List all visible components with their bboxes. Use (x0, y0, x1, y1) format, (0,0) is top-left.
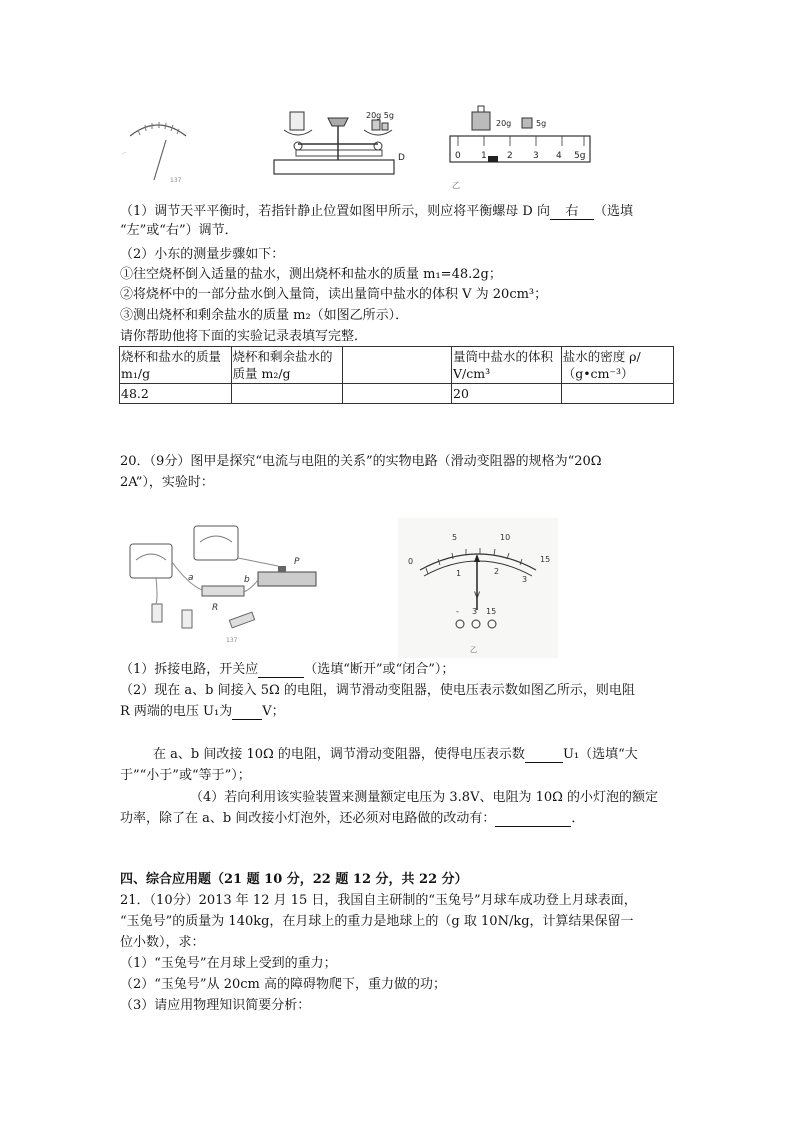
svg-text:15: 15 (540, 555, 551, 564)
q20-part3-line2: 于”“小于”或“等于”）； (120, 768, 251, 783)
svg-text:1: 1 (481, 151, 487, 161)
svg-text:-: - (456, 607, 459, 616)
svg-text:a: a (188, 573, 194, 583)
table-row (120, 384, 674, 404)
svg-text:D: D (398, 153, 405, 163)
table-header-cell: 量筒中盐水的体积 V/cm³ (452, 347, 562, 384)
svg-text:2: 2 (494, 567, 500, 576)
q21-part3: （3）请应用物理知识简要分析： (120, 998, 311, 1013)
q21-line2: “玉兔号”的质量为 140kg，在月球上的重力是地球上的（g 取 10N/kg，计算结果保留一 (120, 914, 634, 929)
q20-part3-line1: 在 a、b 间改接 10Ω 的电阻，调节滑动变阻器，使得电压表示数 U₁（选填“大 (153, 747, 638, 762)
svg-text:20g 5g: 20g 5g (366, 111, 394, 120)
table-cell (231, 384, 343, 404)
svg-text:乙: 乙 (470, 646, 477, 654)
table-header-row (120, 347, 674, 384)
q20-part4-line2: 功率，除了在 a、b 间改接小灯泡外，还必须对电路做的改动有： ． (120, 811, 585, 826)
q19-answer-blank: 右 (550, 204, 594, 220)
svg-text:0: 0 (408, 557, 414, 566)
rider-ruler-figure (448, 100, 598, 192)
svg-text:乙: 乙 (452, 181, 460, 190)
svg-text:4: 4 (556, 151, 562, 161)
q19-part2-heading: （2）小东的测量步骤如下： (120, 247, 285, 262)
svg-text:0: 0 (455, 151, 461, 161)
q20-part2-line2: R 两端的电压 U₁为 V； (120, 704, 285, 719)
svg-text:3: 3 (522, 575, 528, 584)
q20-part1: （1）拆接电路，开关应 （选填“断开”或“闭合”）； (120, 662, 455, 677)
svg-text:15: 15 (486, 607, 497, 616)
q19-part1-line1: （1）调节天平平衡时，若指针静止位置如图甲所示，则应将平衡螺母 D 向 右 （选填 (120, 204, 633, 219)
svg-text:b: b (244, 575, 250, 585)
table-header-cell (343, 347, 452, 384)
table-cell: 20 (452, 384, 562, 404)
q19-part1-line2: “左”或“右”）调节． (120, 223, 238, 238)
q20-part4-line1: （4）若向利用该实验装置来测量额定电压为 3.8V、电阻为 10Ω 的小灯泡的额定 (190, 790, 659, 805)
q20-blank-4 (495, 811, 571, 827)
q20-part2-line1: （2）现在 a、b 间接入 5Ω 的电阻，调节滑动变阻器，使电压表示数如图乙所示，则电阻 (120, 683, 635, 698)
svg-text:1: 1 (456, 569, 462, 578)
svg-text:R: R (212, 603, 219, 613)
q19-instruction: 请你帮助他将下面的实验记录表填写完整． (120, 329, 368, 344)
scale-pointer-figure (118, 112, 198, 188)
q20-intro-line2: 2A”），实验时： (120, 475, 214, 490)
q19-step1: ①往空烧杯倒入适量的盐水，测出烧杯和盐水的质量 m₁=48.2g； (120, 267, 502, 282)
svg-text:V: V (474, 591, 481, 601)
q19-step2: ②将烧杯中的一部分盐水倒入量筒，读出量筒中盐水的体积 V 为 20cm³； (120, 287, 548, 302)
svg-text:3: 3 (472, 607, 478, 616)
q20-intro-line1: 20．（9分）图甲是探究“电流与电阻的关系”的实物电路（滑动变阻器的规格为“20Ω (120, 454, 602, 469)
q21-part2: （2）“玉兔号”从 20cm 高的障碍物爬下，重力做的功； (120, 977, 446, 992)
balance-figure (268, 104, 418, 184)
section-4-title: 四、综合应用题（21 题 10 分，22 题 12 分，共 22 分） (120, 872, 468, 887)
q20-blank-1 (258, 662, 304, 678)
svg-text:5: 5 (452, 533, 458, 542)
svg-text:2: 2 (507, 151, 513, 161)
svg-text:3: 3 (533, 151, 539, 161)
svg-text:5g: 5g (574, 151, 586, 161)
table-cell (561, 384, 673, 404)
record-table (119, 346, 674, 404)
q19-step3: ③测出烧杯和剩余盐水的质量 m₂（如图乙所示）． (120, 308, 409, 323)
svg-text:20g: 20g (496, 119, 512, 128)
svg-text:5g: 5g (536, 119, 547, 128)
svg-text:P: P (294, 557, 300, 567)
table-header-cell: 烧杯和剩余盐水的质量 m₂/g (231, 347, 343, 384)
q21-line1: 21．（10分）2013 年 12 月 15 日，我国自主研制的“玉兔号”月球车成功登上月球表面， (120, 893, 637, 908)
table-header-cell: 盐水的密度 ρ/（g•cm⁻³） (561, 347, 673, 384)
q21-line3: 位小数），求： (120, 935, 205, 950)
table-header-cell: 烧杯和盐水的质量 m₁/g (120, 347, 232, 384)
table-cell (343, 384, 452, 404)
q21-part1: （1）“玉兔号”在月球上受到的重力； (120, 956, 337, 971)
svg-text:137: 137 (170, 177, 182, 184)
svg-text:10: 10 (500, 533, 511, 542)
voltmeter-figure (398, 518, 558, 658)
q20-blank-2 (232, 704, 262, 720)
table-cell: 48.2 (120, 384, 232, 404)
svg-text:137: 137 (226, 637, 238, 644)
circuit-figure (118, 518, 328, 646)
q20-blank-3 (525, 747, 563, 763)
